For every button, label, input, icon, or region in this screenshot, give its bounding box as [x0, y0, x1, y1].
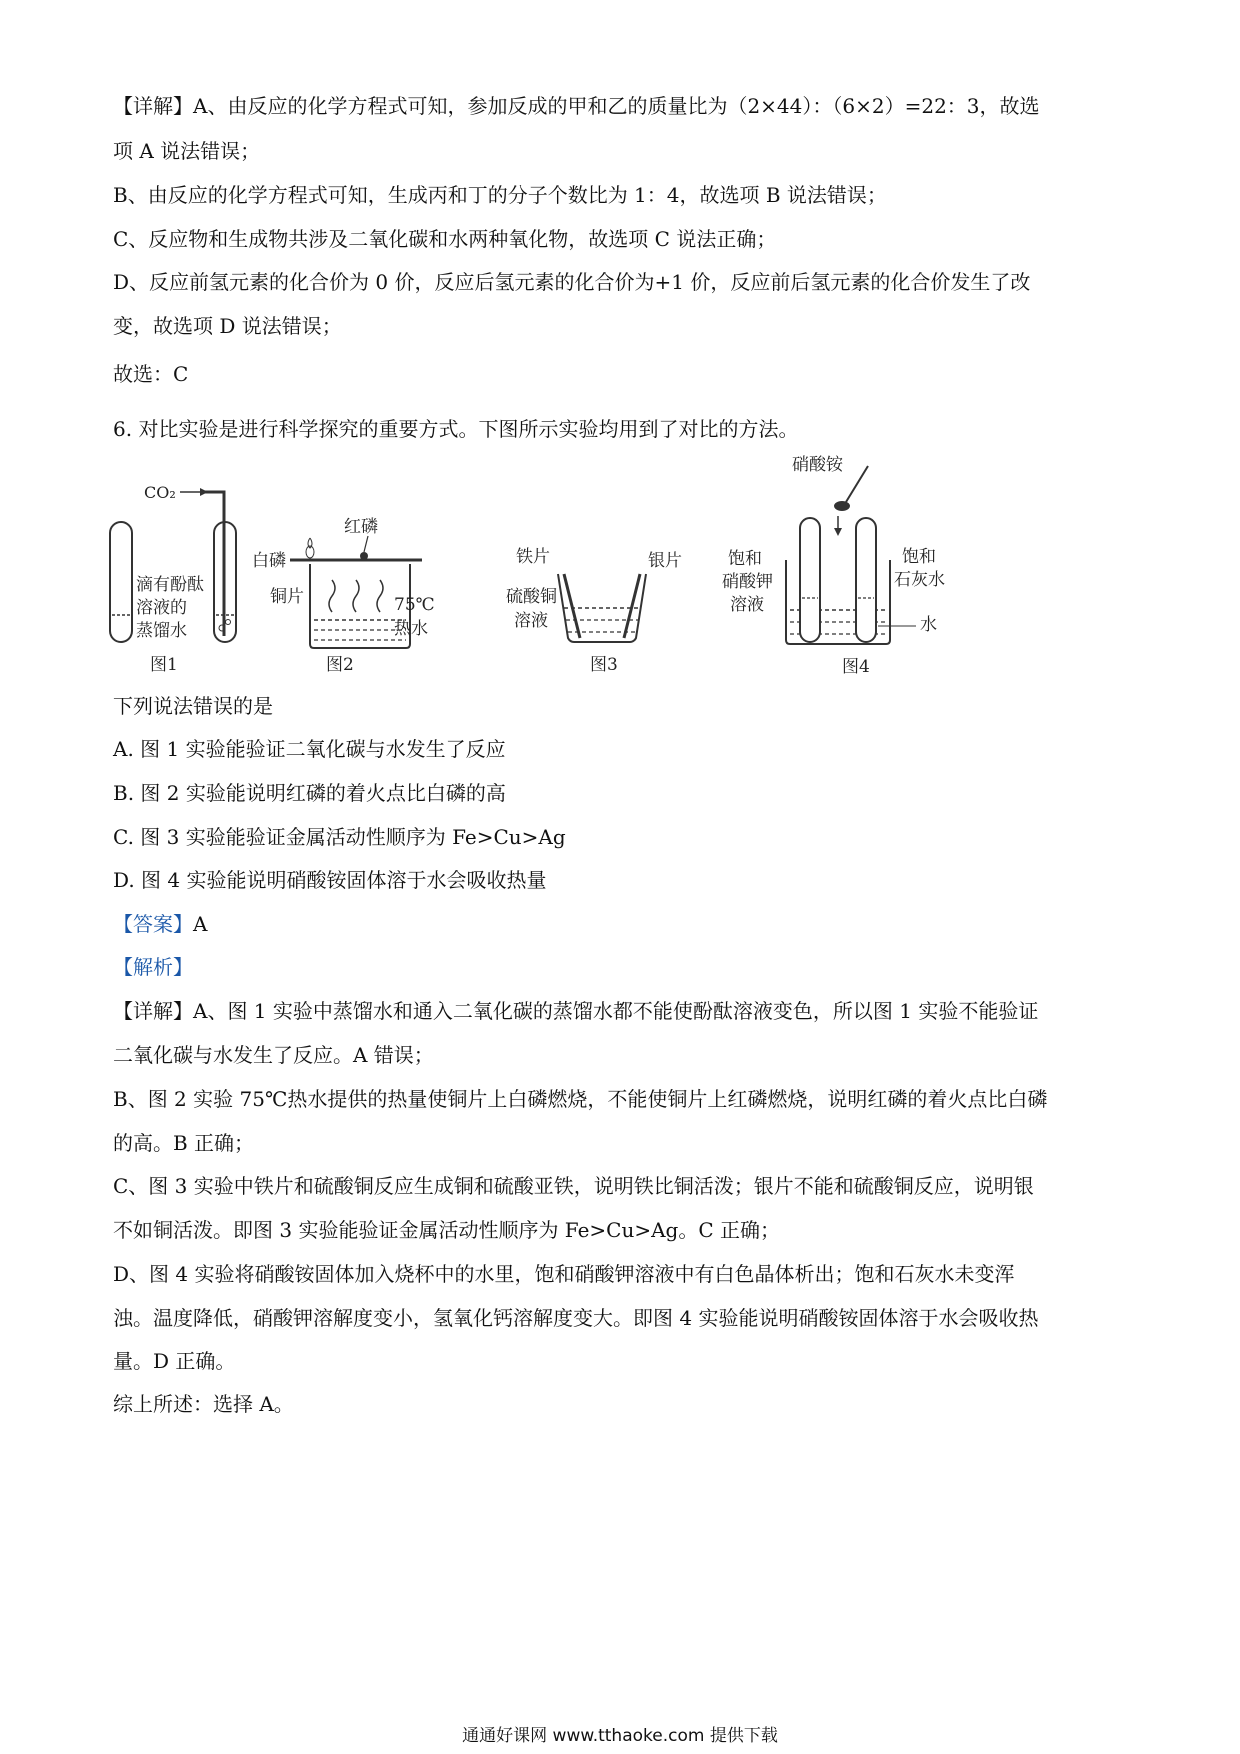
temp-label: 75℃	[394, 595, 435, 615]
iron-label: 铁片	[516, 547, 550, 567]
figure-4	[722, 450, 968, 694]
silver-label: 银片	[648, 551, 682, 571]
option-b: B. 图 2 实验能说明红磷的着火点比白磷的高	[113, 781, 506, 805]
detail-line: 不如铜活泼。即图 3 实验能验证金属活动性顺序为 Fe>Cu>Ag。C 正确；	[113, 1218, 781, 1242]
figure-2	[252, 510, 476, 694]
fig1-label-1: 滴有酚酞	[136, 575, 204, 595]
question-prompt: 下列说法错误的是	[113, 694, 273, 718]
copper-label: 铜片	[270, 587, 304, 607]
hot-water-label: 热水	[394, 619, 428, 639]
kno3-label-1: 饱和	[728, 549, 762, 569]
detail-line: 二氧化碳与水发生了反应。A 错误；	[113, 1043, 434, 1067]
kno3-label-2: 硝酸钾	[722, 572, 773, 592]
detail-line: D、图 4 实验将硝酸铵固体加入烧杯中的水里，饱和硝酸钾溶液中有白色晶体析出；饱和石灰水未变浑	[113, 1262, 1015, 1286]
figure-1	[108, 483, 268, 694]
option-a: A. 图 1 实验能验证二氧化碳与水发生了反应	[113, 737, 506, 761]
lime-label-2: 石灰水	[894, 570, 945, 590]
cuso4-label-1: 硫酸铜	[506, 587, 557, 607]
detail-line: 【详解】A、图 1 实验中蒸馏水和通入二氧化碳的蒸馏水都不能使酚酞溶液变色，所以图 1 实验不能验证	[113, 999, 1039, 1023]
choice-line: 故选：C	[113, 362, 189, 386]
detail-line: 浊。温度降低，硝酸钾溶解度变小，氢氧化钙溶解度变大。即图 4 实验能说明硝酸铵固体溶于水会吸收热	[113, 1306, 1039, 1330]
question-stem: 6. 对比实验是进行科学探究的重要方式。下图所示实验均用到了对比的方法。	[113, 417, 799, 441]
detail-line: D、反应前氢元素的化合价为 0 价，反应后氢元素的化合价为+1 价，反应前后氢元素的化合价发生了改	[113, 270, 1031, 294]
fig1-label-2: 溶液的	[136, 598, 187, 618]
footer: 通通好课网 www.tthaoke.com 提供下载	[462, 1726, 778, 1746]
detail-line: 量。D 正确。	[113, 1349, 236, 1373]
figure-caption: 图2	[326, 655, 354, 675]
answer-line	[113, 910, 207, 938]
detail-line: C、反应物和生成物共涉及二氧化碳和水两种氧化物，故选项 C 说法正确；	[113, 227, 777, 251]
lime-label-1: 饱和	[902, 547, 936, 567]
option-c: C. 图 3 实验能验证金属活动性顺序为 Fe>Cu>Ag	[113, 825, 566, 849]
answer-tag: 【答案】	[113, 912, 193, 936]
analysis-tag: 【解析】	[113, 955, 193, 979]
co2-label: CO₂	[144, 483, 176, 502]
cuso4-label-2: 溶液	[514, 611, 548, 631]
detail-line: 【详解】A、由反应的化学方程式可知，参加反成的甲和乙的质量比为（2×44）：（6×2）=22：3，故选	[113, 94, 1040, 118]
kno3-label-3: 溶液	[730, 595, 764, 615]
answer-value: A	[193, 912, 208, 936]
fig1-label-3: 蒸馏水	[136, 621, 187, 641]
figure-3	[506, 510, 694, 694]
figure-caption: 图4	[842, 657, 870, 677]
figure-caption: 图3	[590, 655, 618, 675]
summary-line: 综上所述：选择 A。	[113, 1392, 294, 1416]
detail-line: 项 A 说法错误；	[113, 139, 261, 163]
detail-line: C、图 3 实验中铁片和硫酸铜反应生成铜和硫酸亚铁，说明铁比铜活泼；银片不能和硫酸铜反应，说明银	[113, 1174, 1034, 1198]
red-p-label: 红磷	[344, 517, 378, 537]
detail-line: B、图 2 实验 75℃热水提供的热量使铜片上白磷燃烧，不能使铜片上红磷燃烧，说明红磷的着火点比白磷	[113, 1087, 1048, 1111]
option-d: D. 图 4 实验能说明硝酸铵固体溶于水会吸收热量	[113, 868, 547, 892]
white-p-label: 白磷	[252, 551, 286, 571]
nh4no3-label: 硝酸铵	[792, 455, 843, 475]
water-label: 水	[920, 615, 937, 635]
detail-line: B、由反应的化学方程式可知，生成丙和丁的分子个数比为 1：4，故选项 B 说法错误；	[113, 183, 887, 207]
figure-caption: 图1	[150, 655, 178, 675]
detail-line: 变，故选项 D 说法错误；	[113, 314, 342, 338]
detail-line: 的高。B 正确；	[113, 1131, 255, 1155]
